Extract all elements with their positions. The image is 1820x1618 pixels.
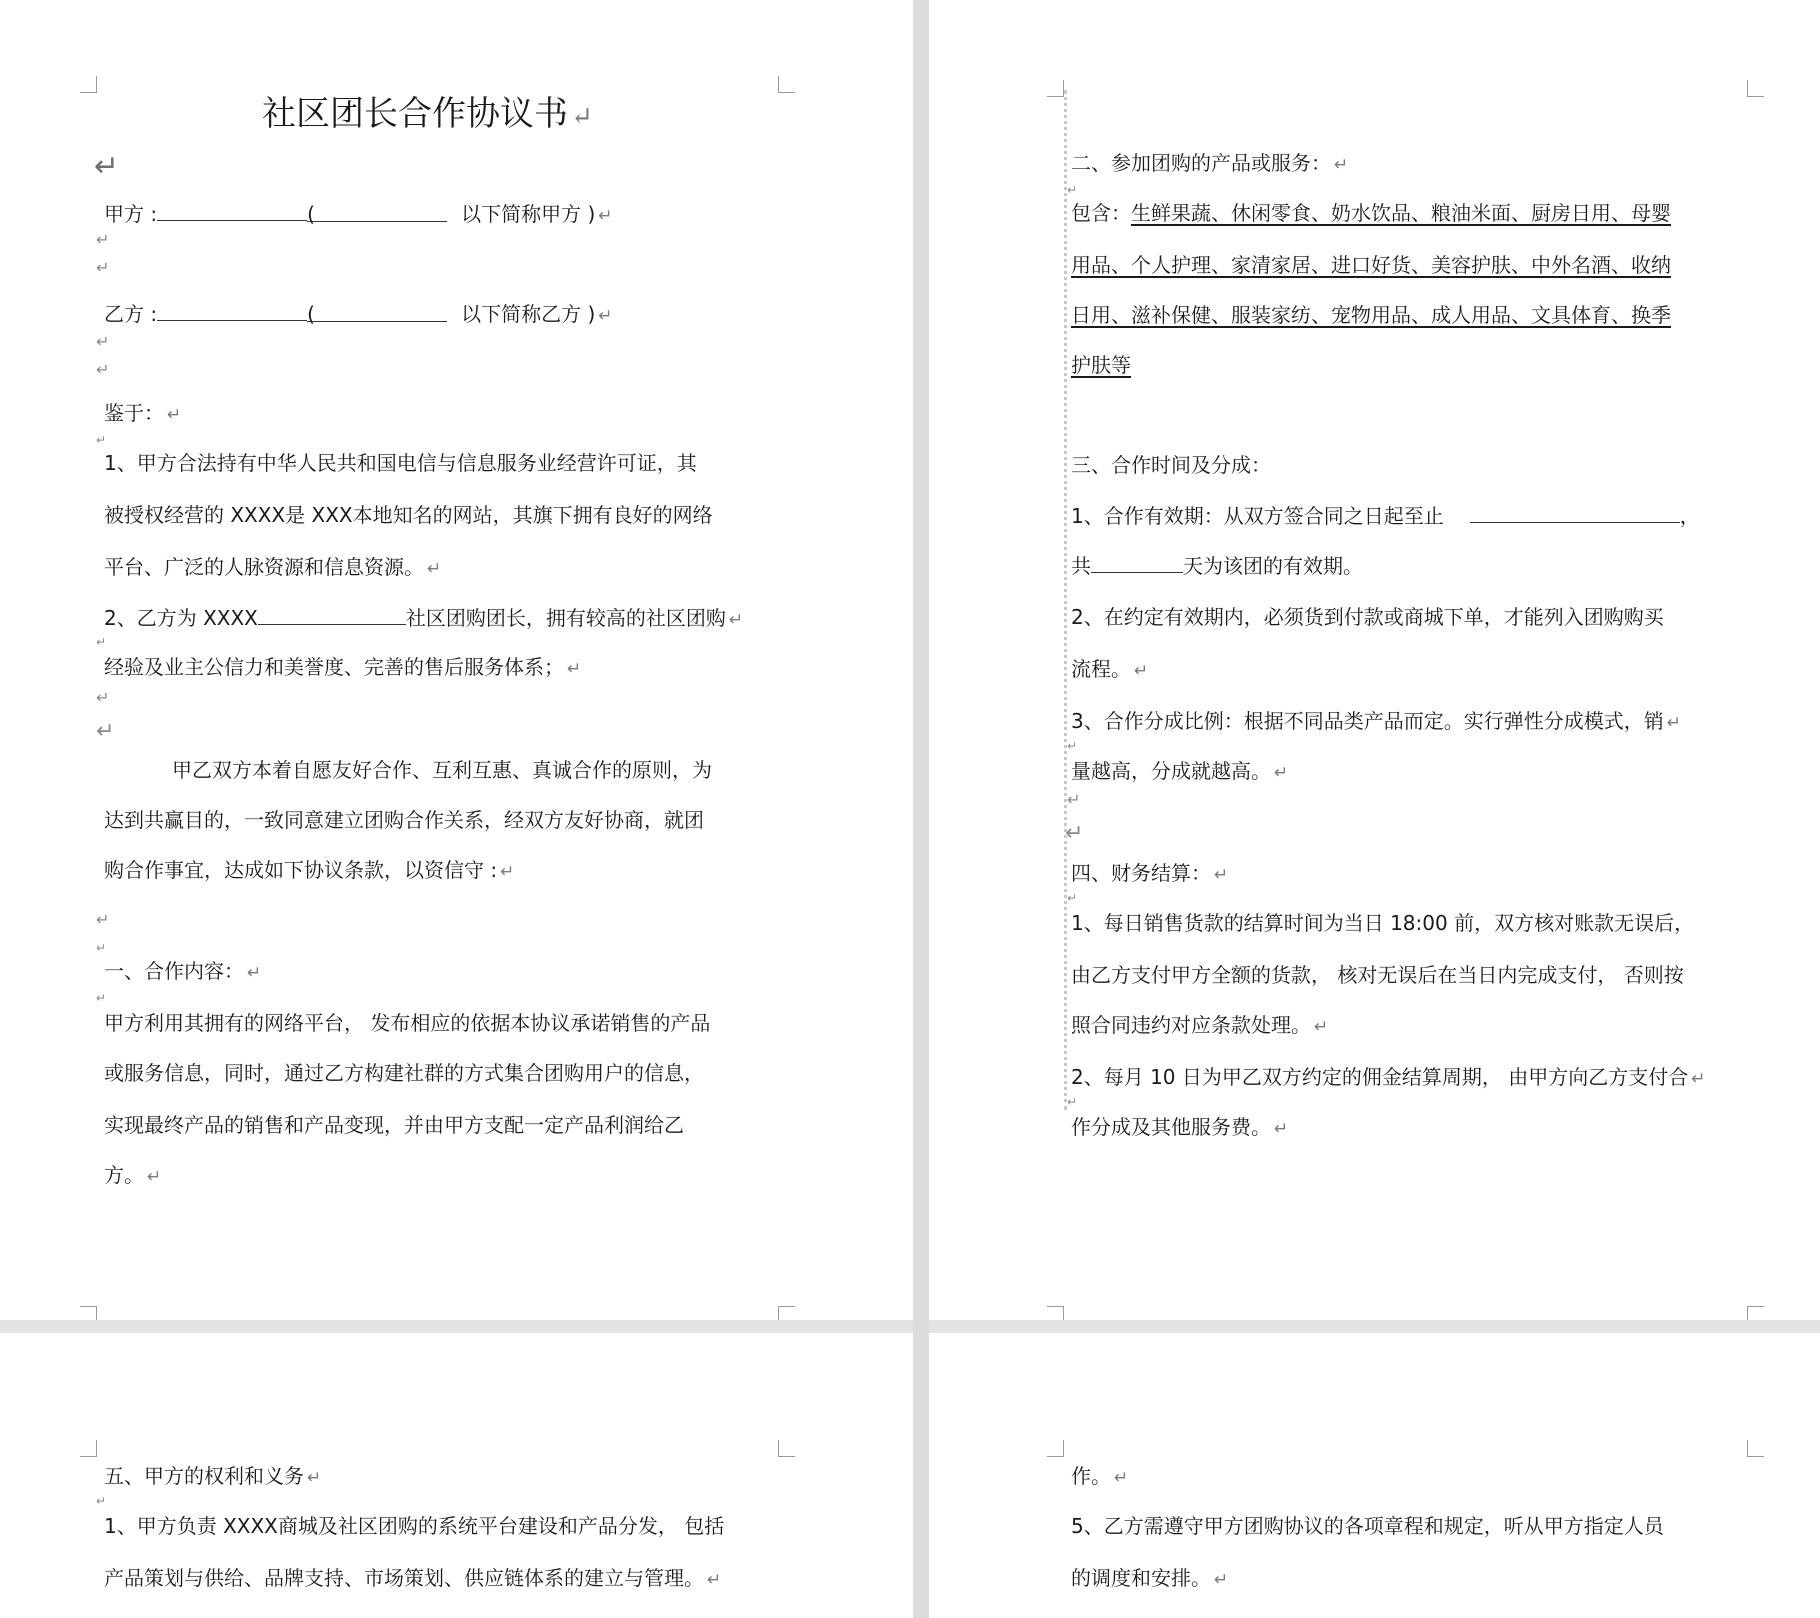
section-4-item-2-line-2: 作分成及其他服务费。 ↵ — [1071, 1115, 1289, 1139]
crop-mark-bottom-right — [778, 1306, 795, 1320]
section-5-heading: 五、甲方的权利和义务 ↵ — [104, 1464, 322, 1488]
paragraph-mark: ↵ — [96, 719, 115, 744]
section-1-line-3: 实现最终产品的销售和产品变现，并由甲方支配一定产品利润给乙 — [104, 1113, 684, 1137]
whereas-item-1-line-3: 平台、广泛的人脉资源和信息资源。 ↵ — [104, 555, 442, 579]
crop-mark-bottom-right — [1747, 1306, 1764, 1320]
paragraph-mark: ↵ — [96, 688, 110, 707]
paragraph-mark: ↵ — [96, 635, 107, 649]
document-title: 社区团长合作协议书 ↵ — [262, 94, 593, 134]
whereas-item-1-line-2: 被授权经营的 XXXX是 XXX本地知名的网站，其旗下拥有良好的网络 — [104, 503, 713, 527]
section-1-line-4: 方。 ↵ — [104, 1163, 162, 1187]
section-4-heading: 四、财务结算： ↵ — [1071, 861, 1229, 885]
section-3-item-2-line-2: 流程。 ↵ — [1071, 657, 1149, 681]
paragraph-mark: ↵ — [1067, 183, 1078, 197]
paragraph-mark: ↵ — [94, 149, 120, 184]
end-date-field[interactable] — [1470, 502, 1680, 523]
crop-mark-top-right — [1747, 80, 1764, 97]
whereas-item-2-line-2: 经验及业主公信力和美誉度、完善的售后服务体系； ↵ — [104, 655, 582, 679]
whereas-item-2-line-1: 2、乙方为 XXXX 社区团购团长，拥有较高的社区团购 ↵ — [104, 606, 744, 630]
section-2-line-2: 用品、个人护理、家清家居、进口好货、美容护肤、中外名酒、收纳 — [1071, 253, 1671, 277]
paragraph-mark: ↵ — [96, 910, 110, 929]
paragraph-mark: ↵ — [96, 433, 107, 447]
section-2-line-1: 包含：生鲜果蔬、休闲零食、奶水饮品、粮油米面、厨房日用、母婴 — [1071, 201, 1671, 225]
section-4-item-1-line-3: 照合同违约对应条款处理。 ↵ — [1071, 1013, 1329, 1037]
paragraph-mark: ↵ — [1067, 1095, 1078, 1109]
document-page-3 — [0, 1333, 913, 1618]
section-3-item-3-line-1: 3、合作分成比例：根据不同品类产品而定。实行弹性分成模式，销 ↵ — [1071, 709, 1681, 733]
crop-mark-bottom-left — [1047, 1306, 1064, 1320]
paragraph-mark: ↵ — [96, 1494, 107, 1508]
item-5-line-2: 的调度和安排。 ↵ — [1071, 1566, 1229, 1590]
whereas-item-1-line-1: 1、甲方合法持有中华人民共和国电信与信息服务业经营许可证，其 — [104, 451, 697, 475]
paragraph-mark: ↵ — [1067, 739, 1078, 753]
section-2-line-4: 护肤等 — [1071, 353, 1131, 377]
continued-text: 作。 ↵ — [1071, 1464, 1129, 1488]
section-5-item-1-line-2: 产品策划与供给、品牌支持、市场策划、供应链体系的建立与管理。 ↵ — [104, 1566, 722, 1590]
paragraph-mark: ↵ — [96, 332, 110, 351]
document-page-2 — [929, 0, 1820, 1320]
crop-mark-top-left — [80, 76, 97, 93]
crop-mark-bottom-left — [80, 1306, 97, 1320]
paragraph-mark: ↵ — [1067, 891, 1078, 905]
document-page-1 — [0, 0, 913, 1320]
party-a-name-field[interactable] — [157, 200, 307, 221]
page-gutter — [913, 0, 929, 1618]
section-5-item-1-line-1: 1、甲方负责 XXXX商城及社区团购的系统平台建设和产品分发， 包括 — [104, 1514, 725, 1538]
party-b-line: 乙方 : ( 以下简称乙方 ) ↵ — [104, 302, 613, 326]
section-3-item-2-line-1: 2、在约定有效期内，必须货到付款或商城下单，才能列入团购购买 — [1071, 605, 1664, 629]
crop-mark-top-right — [778, 1440, 795, 1457]
paragraph-mark: ↵ — [96, 991, 107, 1005]
item-5-line-1: 5、乙方需遵守甲方团购协议的各项章程和规定，听从甲方指定人员 — [1071, 1514, 1664, 1538]
party-b-short-field[interactable]: ( — [307, 301, 447, 322]
section-4-item-1-line-1: 1、每日销售货款的结算时间为当日 18:00 前，双方核对账款无误后， — [1071, 911, 1695, 935]
section-3-item-3-line-2: 量越高，分成就越高。 ↵ — [1071, 759, 1289, 783]
days-field[interactable] — [1091, 552, 1183, 573]
whereas-heading: 鉴于： ↵ — [104, 401, 182, 425]
community-name-field[interactable] — [258, 604, 406, 625]
paragraph-mark: ↵ — [96, 258, 110, 277]
party-b-name-field[interactable] — [157, 300, 307, 321]
paragraph-mark: ↵ — [1065, 821, 1084, 846]
section-4-item-1-line-2: 由乙方支付甲方全额的货款， 核对无误后在当日内完成支付， 否则按 — [1071, 963, 1684, 987]
text-boundary-dots — [1064, 90, 1067, 1110]
paragraph-mark: ↵ — [1067, 790, 1081, 809]
preamble-line-2: 达到共赢目的，一致同意建立团购合作关系，经双方友好协商，就团 — [104, 808, 704, 832]
party-a-short-field[interactable]: ( — [307, 201, 447, 222]
paragraph-mark: ↵ — [96, 360, 110, 379]
crop-mark-top-right — [778, 76, 795, 93]
section-1-line-2: 或服务信息，同时，通过乙方构建社群的方式集合团购用户的信息， — [104, 1061, 704, 1085]
preamble-line-1: 甲乙双方本着自愿友好合作、互利互惠、真诚合作的原则，为 — [172, 758, 712, 782]
crop-mark-top-left — [80, 1440, 97, 1457]
section-1-line-1: 甲方利用其拥有的网络平台， 发布相应的依据本协议承诺销售的产品 — [104, 1011, 711, 1035]
party-a-line: 甲方 : ( 以下简称甲方 ) ↵ — [104, 202, 613, 226]
section-2-line-3: 日用、滋补保健、服装家纺、宠物用品、成人用品、文具体育、换季 — [1071, 303, 1671, 327]
section-4-item-2-line-1: 2、每月 10 日为甲乙双方约定的佣金结算周期， 由甲方向乙方支付合 ↵ — [1071, 1065, 1706, 1089]
section-3-item-1-line-2: 共 天为该团的有效期。 — [1071, 554, 1363, 578]
document-page-4 — [929, 1333, 1820, 1618]
crop-mark-top-left — [1047, 1440, 1064, 1457]
paragraph-mark: ↵ — [96, 230, 110, 249]
paragraph-mark: ↵ — [96, 941, 107, 955]
section-3-item-1-line-1: 1、合作有效期：从双方签合同之日起至止 ， — [1071, 504, 1700, 528]
section-1-heading: 一、合作内容： ↵ — [104, 959, 262, 983]
crop-mark-top-right — [1747, 1440, 1764, 1457]
section-3-heading: 三、合作时间及分成： — [1071, 453, 1271, 477]
preamble-line-3: 购合作事宜，达成如下协议条款，以资信守 : ↵ — [104, 858, 515, 882]
section-2-heading: 二、参加团购的产品或服务： ↵ — [1071, 151, 1349, 175]
crop-mark-top-left — [1047, 80, 1064, 97]
